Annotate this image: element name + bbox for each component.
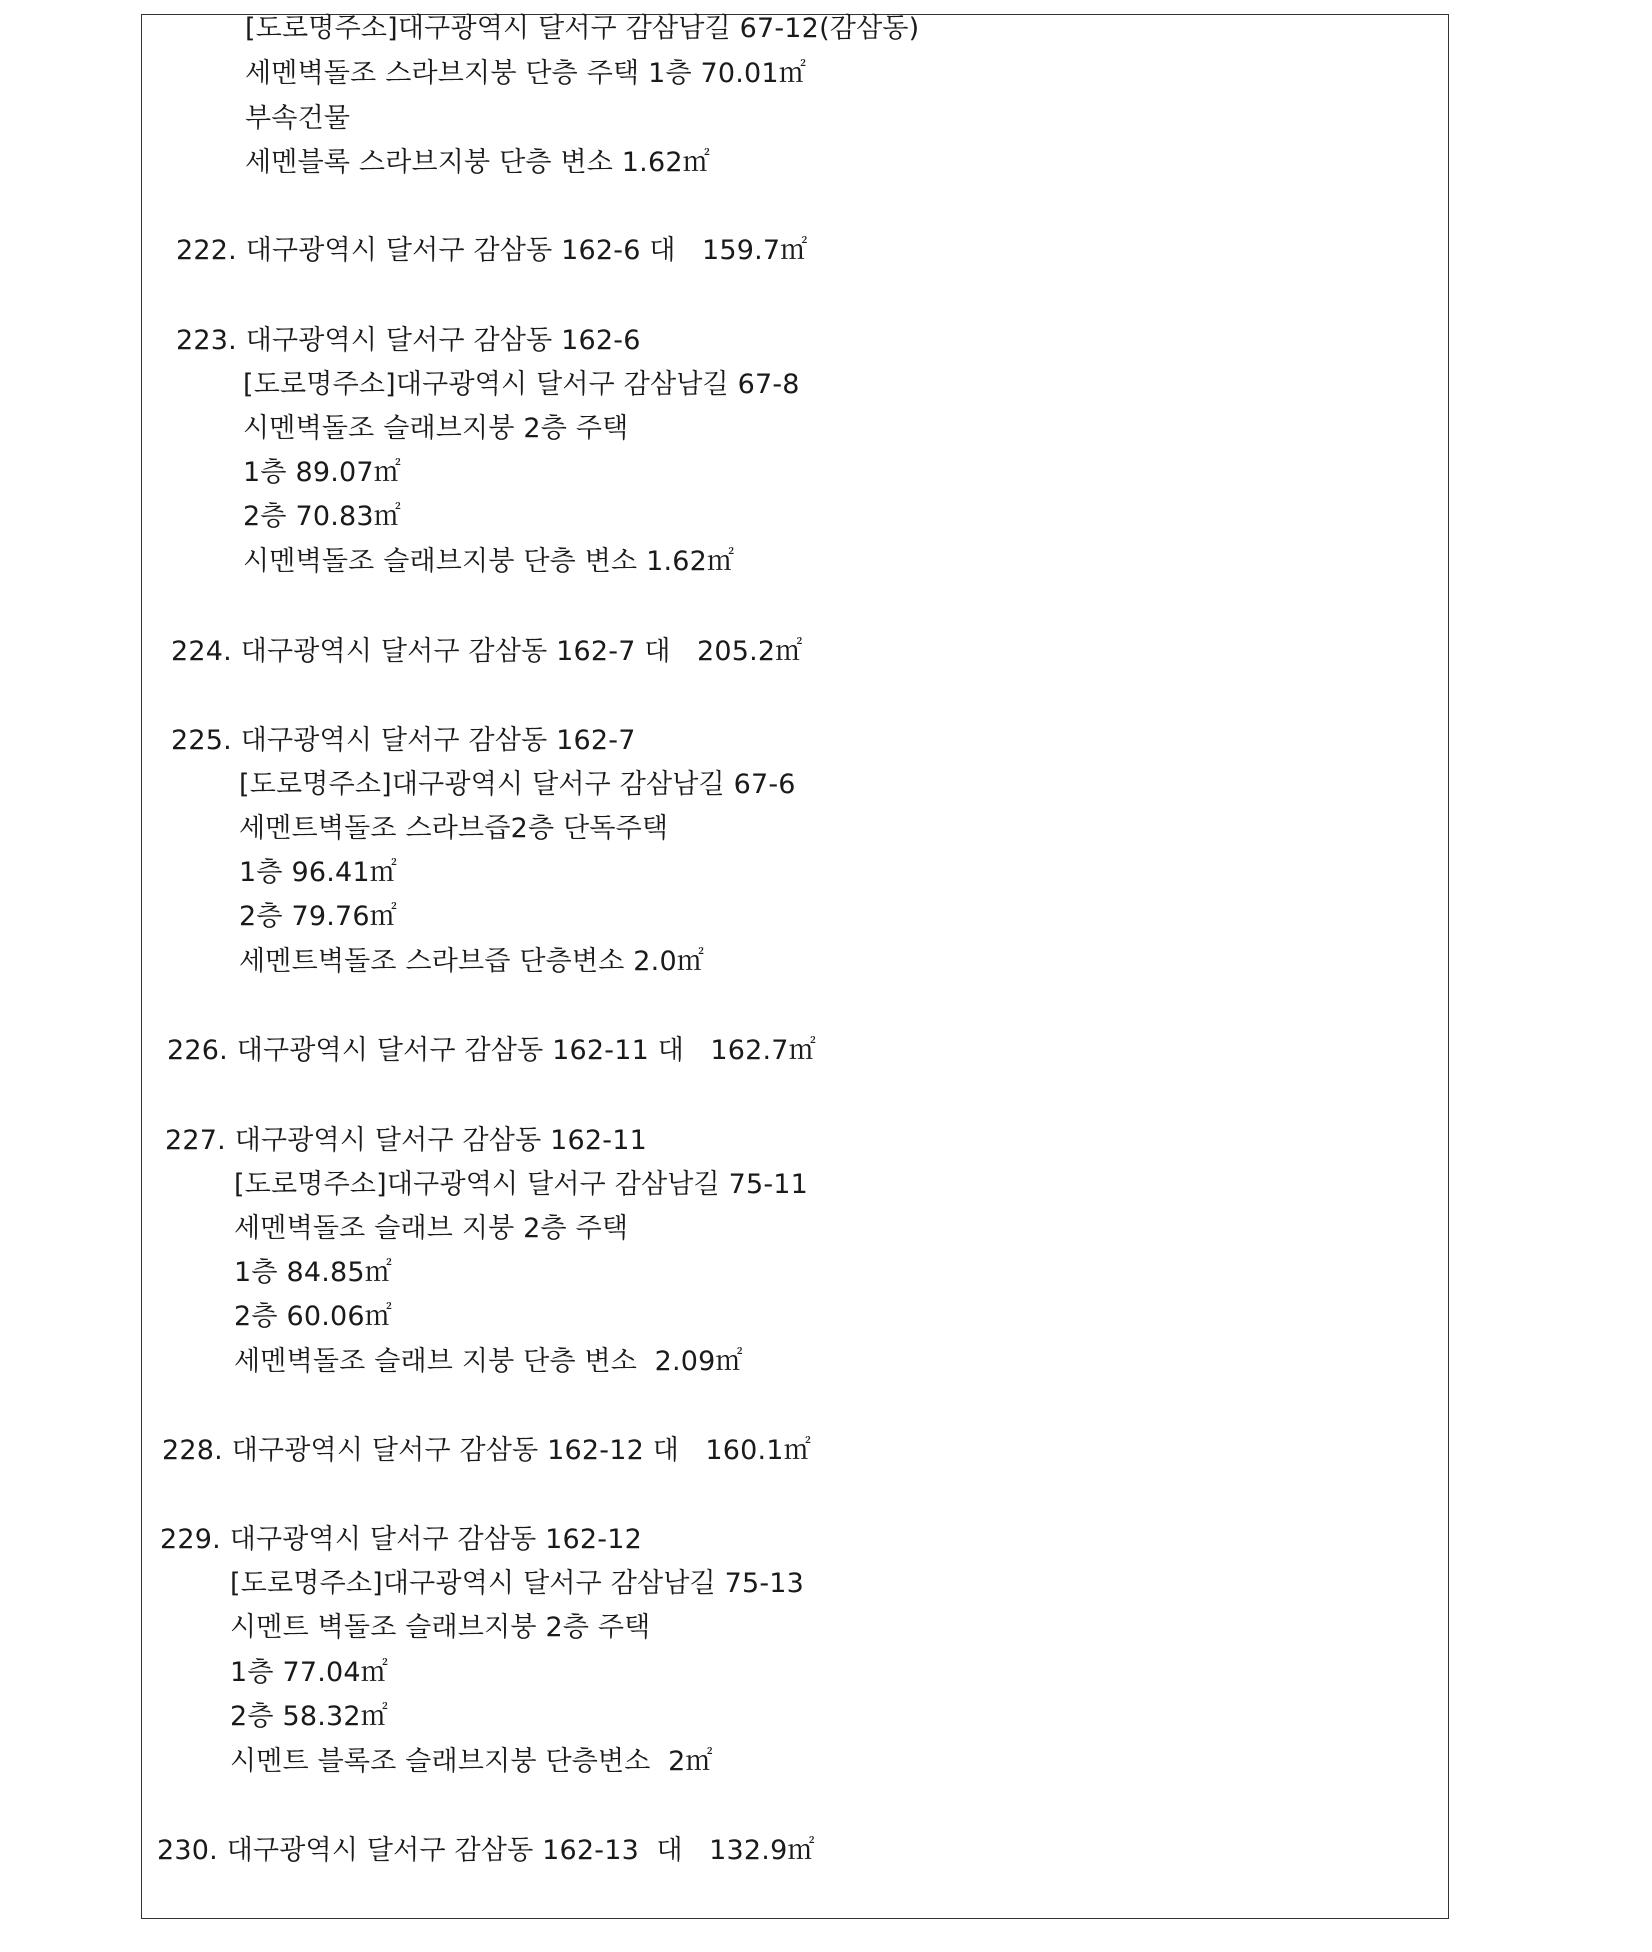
text-line: 229. 대구광역시 달서구 감삼동 162-12 — [160, 1524, 642, 1555]
text-line: 세멘벽돌조 스라브지붕 단층 주택 1층 70.01㎡ — [245, 58, 807, 89]
text-line: 시멘벽돌조 슬래브지붕 2층 주택 — [243, 413, 629, 444]
text-line: [도로명주소]대구광역시 달서구 감삼남길 67-8 — [243, 369, 800, 400]
text-line: 1층 96.41㎡ — [239, 857, 397, 888]
text-line: 225. 대구광역시 달서구 감삼동 162-7 — [171, 725, 636, 756]
text-line: 1층 77.04㎡ — [230, 1657, 388, 1688]
text-line: 226. 대구광역시 달서구 감삼동 162-11 대 162.7㎡ — [167, 1035, 816, 1066]
text-line: 2층 79.76㎡ — [239, 901, 397, 932]
text-line: 세멘블록 스라브지붕 단층 변소 1.62㎡ — [245, 147, 710, 178]
text-line: 223. 대구광역시 달서구 감삼동 162-6 — [176, 325, 641, 356]
text-line: 224. 대구광역시 달서구 감삼동 162-7 대 205.2㎡ — [171, 636, 803, 667]
text-line: 세멘트벽돌조 스라브즙2층 단독주택 — [239, 813, 669, 844]
text-line: 세멘벽돌조 슬래브 지붕 단층 변소 2.09㎡ — [234, 1346, 743, 1377]
text-line: 2층 60.06㎡ — [234, 1301, 392, 1332]
text-line: 시멘트 블록조 슬래브지붕 단층변소 2㎡ — [230, 1746, 713, 1777]
text-line: [도로명주소]대구광역시 달서구 감삼남길 75-13 — [230, 1568, 805, 1599]
text-line: 시멘벽돌조 슬래브지붕 단층 변소 1.62㎡ — [243, 546, 735, 577]
text-line: 228. 대구광역시 달서구 감삼동 162-12 대 160.1㎡ — [162, 1435, 811, 1466]
text-line: [도로명주소]대구광역시 달서구 감삼남길 67-12(감삼동) — [245, 13, 920, 44]
text-line: 2층 58.32㎡ — [230, 1701, 388, 1732]
text-line: 세멘트벽돌조 스라브즙 단층변소 2.0㎡ — [239, 946, 705, 977]
text-line: [도로명주소]대구광역시 달서구 감삼남길 75-11 — [234, 1169, 809, 1200]
text-line: 222. 대구광역시 달서구 감삼동 162-6 대 159.7㎡ — [176, 235, 808, 266]
text-line: 부속건물 — [245, 103, 351, 134]
text-line: [도로명주소]대구광역시 달서구 감삼남길 67-6 — [239, 769, 796, 800]
text-line: 1층 89.07㎡ — [243, 457, 401, 488]
text-line: 2층 70.83㎡ — [243, 501, 401, 532]
text-line: 227. 대구광역시 달서구 감삼동 162-11 — [165, 1125, 647, 1156]
text-line: 시멘트 벽돌조 슬래브지붕 2층 주택 — [230, 1612, 651, 1643]
text-line: 세멘벽돌조 슬래브 지붕 2층 주택 — [234, 1213, 629, 1244]
text-line: 230. 대구광역시 달서구 감삼동 162-13 대 132.9㎡ — [157, 1835, 815, 1866]
text-line: 1층 84.85㎡ — [234, 1257, 392, 1288]
